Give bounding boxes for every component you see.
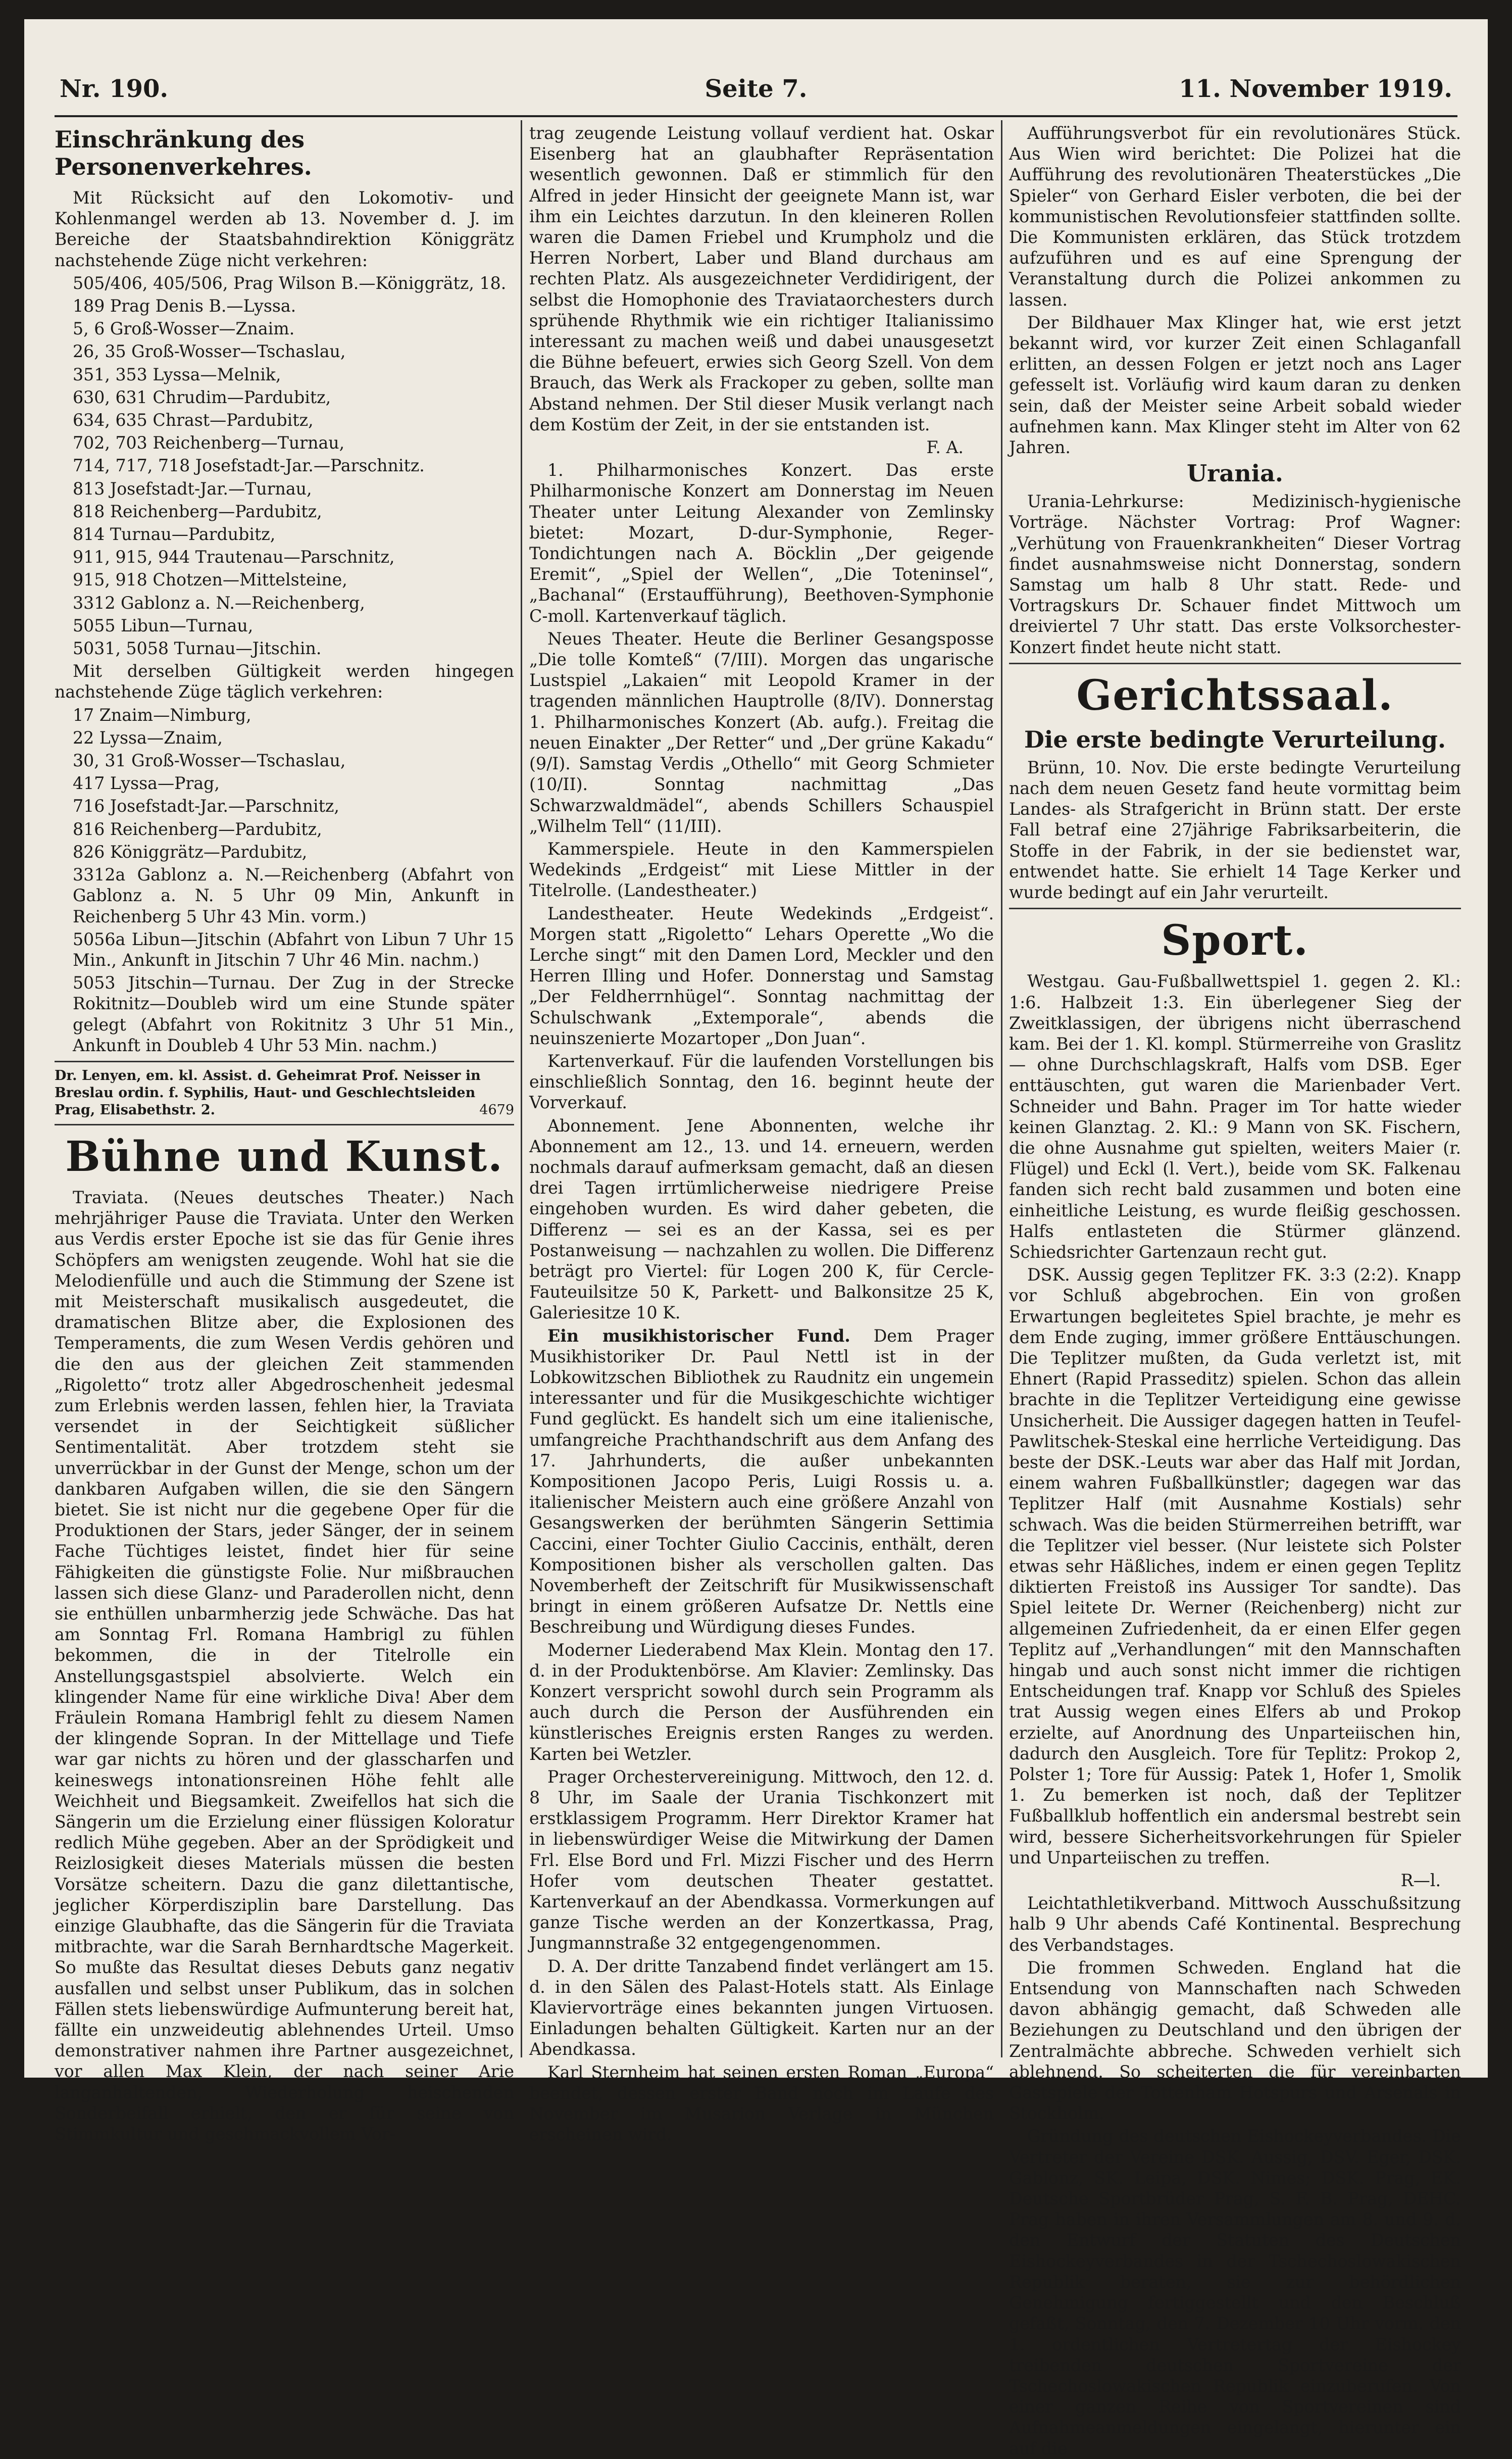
paragraph xyxy=(529,1325,994,1638)
section-heading: Einschränkung des Personenverkehres. xyxy=(55,126,312,180)
column-divider xyxy=(1001,120,1002,2057)
paragraph-text: Dem Prager Musikhistoriker Dr. Paul Nettl ist in der Lobkowitzschen Bibliothek zu Raudnitz ein ungemein interessanter und für die Musikgeschichte wichtiger Fund geglückt. Es handelt sich um eine italienische, umfangreiche Prachthandschrift aus dem Anfang des 17. Jahrhunderts, die außer unbekannten Kompositionen Jacopo Peris, Luigi Rossis u. a. italienischer Meistern auch eine größere Anzahl von Gesangswerken der berühmten Sängerin Settimia Caccini, einer Tochter Giulio Caccinis, enthält, deren Kompositionen bisher als verschollen galten. Das Novemberheft der Zeitschrift für Musikwissenschaft bringt in einem größeren Aufsatze Dr. Nettls eine Beschreibung und Würdigung dieses Fundes. xyxy=(529,1325,994,1637)
list-item: 26, 35 Groß-Wosser—Tschaslau, xyxy=(73,341,346,362)
paragraph: D. A. Der dritte Tanzabend findet verlängert am 15. d. in den Sälen des Palast-Hotels statt. Als Einlage Klaviervorträge eines bekannten jungen Virtuosen. Einladungen behalten Gültigkeit. Karten nur an der Abendkassa. xyxy=(529,1956,994,2059)
paragraph: Mit Rücksicht auf den Lokomotiv- und Kohlenmangel werden ab 13. November d. J. im Bereiche der Staatsbahndirektion Königgrätz nachstehende Züge nicht verkehren: xyxy=(55,188,514,270)
list-item: 702, 703 Reichenberg—Turnau, xyxy=(73,433,345,453)
column-3 xyxy=(1009,123,1461,2458)
subheading: Ein musikhistorischer Fund. xyxy=(547,1325,850,1346)
list-item: 716 Josefstadt-Jar.—Parschnitz, xyxy=(73,796,339,816)
list-item: 813 Josefstadt-Jar.—Turnau, xyxy=(73,478,312,499)
divider xyxy=(1009,908,1461,909)
paragraph: Traviata. (Neues deutsches Theater.) Nach mehrjähriger Pause die Traviata. Unter den Werken aus Verdis erster Epoche ist sie das für Genie ihres Schöpfers am wenigsten zeugende. Wohl hat sie die Melodienfülle und auch die Stimmung der Szene ist mit Meisterschaft musikalisch ausgedeutet, die dramatischen Blitze aber, die Explosionen des Temperaments, die zum Wesen Verdis gehören und die den aus der gleichen Zeit stammenden „Rigoletto“ trotz aller Abgedroschenheit jedesmal zum Erlebnis werden lassen, fehlen hier, la Traviata versendet in der Seichtigkeit süßlicher Sentimentalität. Aber trotzdem steht sie unverrückbar in der Gunst der Menge, schon um der dankbaren Aufgaben willen, die sie den Sängern bietet. Sie ist nicht nur die gegebene Oper für die Produktionen der Stars, jeder Sänger, der in seinem Fache Tüchtiges leistet, findet hier für seine Fähigkeiten die günstigste Folie. Nur mißbrauchen lassen sich diese Glanz- und Paraderollen nicht, denn sie enthüllen unbarmherzig jede Schwäche. Das hat am Sonntag Frl. Romana Hambrigl zu fühlen bekommen, die in der Titelrolle ein Anstellungsgastspiel absolvierte. Welch ein klingender Name für eine wirkliche Diva! Aber dem Fräulein Romana Hambrigl fehlt zu diesem Namen der klingende Sopran. In der Mittellage und Tiefe war gar nichts zu hören und der glasscharfen und keineswegs intonationsreinen Höhe fehlt alle Weichheit und Biegsamkeit. Zweifellos hat sich die Sängerin um die Erzielung einer flüssigen Koloratur redlich Mühe gegeben. Aber an der Sprödigkeit und Reizlosigkeit dieses Materials müssen die besten Vorsätze scheitern. Dazu die ganz dilettantische, jeglicher Körperdisziplin bare Darstellung. Das einzige Glaubhafte, das die Sängerin für die Traviata mitbrachte, war die Sarah Bernhardtsche Magerkeit. So mußte das Resultat dieses Debuts ganz negativ ausfallen und selbst unser Publikum, das in solchen Fällen stets liebenswürdige Aufmunterung bereit hat, fällte ein unzweideutig ablehnendes Urteil. Umso demonstrativer nahmen ihre Partner ausgezeichnet, vor allen Max Klein, der nach seiner Arie langanhaltenden, Wiederholung heischenden Sonderbeifall erhielt, den er für seine von Stimmkultur und geschmackvollem Vor- xyxy=(55,1187,514,2144)
signature: R—l. xyxy=(1400,1871,1441,1891)
train-list-daily xyxy=(55,705,514,1056)
list-item: 3312a Gablonz a. N.—Reichenberg (Abfahrt von Gablonz a. N. 5 Uhr 09 Min, Ankunft in Reichenberg 5 Uhr 43 Min. vorm.) xyxy=(73,865,514,926)
paragraph: Gründung des deutschen Eishockeyverbandes. Die Vertreter der Vereine DSK. Aussig, DSV. Eger, DSK. Gablonz, SK. Leipa, DSK. Nimes; DSK. Prag, EK. Deutsche Sportbrüder Prag, S. F. B. Prag, DEHC. Prag haben in ihren Versammlungen am 8. und 9. d. den Entwurf der Statuten des Deutschen Eishockeyverbandes in der Tschechoslowakischen Republik beraten, sie zur behördlichen Genehmigung fertiggestellt und den Beschluß gefaßt, Sonntag, den 7. Dezember 10 Uhr vorm. den 1. ordentlichen Vertretertag der Eishockey treibenden deutschen Sportvereine der Tschechoslowakischen Republik einzuberufen. Von einer ganzen Reihe von Sportvereinen sind Aufnahmeanmeldungen eingelangt, hierunter ein auf die xyxy=(1009,2126,1461,2458)
paragraph: Brünn, 10. Nov. Die erste bedingte Verurteilung nach dem neuen Gesetz fand heute vormittag beim Landes- als Strafgericht in Brünn statt. Der erste Fall betraf eine 27jährige Fabriksarbeiterin, die Stoffe in der Fabrik, in der sie bedienstet war, entwendet hatte. Sie erhielt 14 Tage Kerker und wurde bedingt auf ein Jahr verurteilt. xyxy=(1009,757,1461,903)
header-rule xyxy=(55,115,1457,117)
paragraph: Aufführungsverbot für ein revolutionäres Stück. Aus Wien wird berichtet: Die Polizei hat die Aufführung des revolutionären Theaterstückes „Die Spieler“ von Gerhard Eisler verboten, die bei der kommunistischen Revolutionsfeier stattfinden sollte. Die Kommunisten erklären, das Stück trotzdem aufzuführen und es auf eine Sprengung der Veranstaltung durch die Polizei ankommen zu lassen. xyxy=(1009,123,1461,310)
advertisement xyxy=(55,1067,514,1119)
paragraph: Abonnement. Jene Abonnenten, welche ihr Abonnement am 12., 13. und 14. erneuern, werden nochmals darauf aufmerksam gemacht, daß an diesen drei Tagen irrtümlicherweise niedrigere Preise eingehoben wurden. Es wird daher gebeten, die Differenz — sei es an der Kassa, sei es per Postanweisung — nachzahlen zu wollen. Die Differenz beträgt pro Viertel: für Logen 200 K, für Cercle-Fauteuilsitze 50 K, Parkett- und Balkonsitze 25 K, Galeriesitze 10 K. xyxy=(529,1115,994,1323)
paragraph: Neues Theater. Heute die Berliner Gesangsposse „Die tolle Komteß“ (7/III). Morgen das ungarische Lustspiel „Lakaien“ mit Leopold Kramer in der tragenden männlichen Hauptrolle (8/IV). Donnerstag 1. Philharmonisches Konzert (Ab. aufg.). Freitag die neuen Einakter „Der Retter“ und „Der grüne Kakadu“ (9/I). Samstag Verdis „Othello“ mit Georg Schmieter (10/II). Sonntag nachmittag „Das Schwarzwaldmädel“, abends Schillers Schauspiel „Wilhelm Tell“ (11/III). xyxy=(529,628,994,836)
column-divider xyxy=(521,120,522,2057)
issue-number: Nr. 190. xyxy=(60,75,169,103)
paragraph: DSK. Aussig gegen Teplitzer FK. 3:3 (2:2). Knapp vor Schluß abgebrochen. Ein von großen Erwartungen begleitetes Spiel brachte, je mehr es dem Ende zuging, immer größere Enttäuschungen. Die Teplitzer mußten, da Guda verletzt ist, mit Ehnert (Rapid Prasseditz) spielen. Schon das allein brachte in die Teplitzer Verteidigung eine gewisse Unsicherheit. Die Aussiger dagegen hatten in Teufel-Pawlitschek-Steskal eine herrliche Verteidigung. Das beste der DSK.-Leuts war aber das Half mit Jordan, einem wahren Fußballkünstler; dagegen war das Teplitzer Half (mit Ausnahme Kostials) sehr schwach. Was die beiden Stürmerreihen betrifft, war die Teplitzer viel besser. (Nur leistete sich Polster etwas sehr Häßliches, indem er einen gegen Teplitz diktierten Freistoß ins Aussiger Tor sandte). Das Spiel leitete Dr. Werner (Reichenberg) nicht zur allgemeinen Zufriedenheit, da er einen Elfer gegen Teplitz auf „Verhandlungen“ mit den Mannschaften hingab und auch sonst nicht immer die richtigen Entscheidungen traf. Knapp vor Schluß des Spieles trat Aussig wegen eines Elfers ab und Prokop erzielte, auf Anordnung des Unparteiischen hin, dadurch den Ausgleich. Tore für Teplitz: Prokop 2, Polster 1; Tore für Aussig: Patek 1, Hofer 1, Smolik 1. Zu bemerken ist noch, daß der Teplitzer Fußballklub hoffentlich ein andersmal bestrebt sein wird, bessere Sicherheitsvorkehrungen für Spieler und Unparteiischen zu treffen. xyxy=(1009,1265,1461,1867)
paragraph: trag zeugende Leistung vollauf verdient hat. Oskar Eisenberg hat an glaubhafter Repräsentation wesentlich gewonnen. Daß er stimmlich für den Alfred in jeder Hinsicht der geeignete Mann ist, war ihm ein Leichtes darzutun. In den kleineren Rollen waren die Damen Friebel und Krumpholz und die Herren Norbert, Laber und Bland durchaus am rechten Platz. Als ausgezeichneter Verdidirigent, der selbst die Homophonie des Traviataorchesters durch sprühende Rhythmik wie ein richtiger Italianissimo interessant zu machen weiß und dabei unausgesetzt die Bühne befeuert, erwies sich Georg Szell. Von dem Brauch, das Werk als Frackoper zu geben, sollte man Abstand nehmen. Der Stil dieser Musik verlangt nach dem Kostüm der Zeit, in der sie entstanden ist. xyxy=(529,123,994,434)
page-header xyxy=(60,75,1452,115)
paragraph: Urania-Lehrkurse: Medizinisch-hygienische Vorträge. Nächster Vortrag: Prof Wagner: „Verhütung von Frauenkrankheiten“ Dieser Vortrag findet ausnahmsweise nicht Donnerstag, sondern Samstag um halb 8 Uhr statt. Rede- und Vortragskurs Dr. Schauer findet Mittwoch um dreiviertel 7 Uhr statt. Das erste Volksorchester-Konzert findet heute nicht statt. xyxy=(1009,491,1461,657)
list-item: 826 Königgrätz—Pardubitz, xyxy=(73,842,308,862)
list-item: 189 Prag Denis B.—Lyssa. xyxy=(73,296,296,316)
list-item: 5031, 5058 Turnau—Jitschin. xyxy=(73,638,322,659)
page-number: Seite 7. xyxy=(704,75,808,103)
list-item: 22 Lyssa—Znaim, xyxy=(73,727,223,748)
list-item: 351, 353 Lyssa—Melnik, xyxy=(73,364,281,384)
section-heading: Bühne und Kunst. xyxy=(65,1132,503,1181)
subheading: Die erste bedingte Verurteilung. xyxy=(1024,725,1446,753)
list-item: 5055 Libun—Turnau, xyxy=(73,615,254,635)
list-item: 816 Reichenberg—Pardubitz, xyxy=(73,819,322,839)
list-item: 5, 6 Groß-Wosser—Znaim. xyxy=(73,319,295,339)
paragraph: Kammerspiele. Heute in den Kammerspielen Wedekinds „Erdgeist“ mit Liese Mittler in der Titelrolle. (Landestheater.) xyxy=(529,839,994,901)
paragraph: 1. Philharmonisches Konzert. Das erste Philharmonische Konzert am Donnerstag im Neuen Theater unter Leitung Alexander von Zemlinsky bietet: Mozart, D-dur-Symphonie, Reger-Tondichtungen nach A. Böcklin „Der geigende Eremit“, „Spiel der Wellen“, „Die Toteninsel“, „Bachanal“ (Erstaufführung), Beethoven-Symphonie C-moll. Kartenverkauf täglich. xyxy=(529,460,994,626)
ad-text: Dr. Lenyen, em. kl. Assist. d. Geheimrat Prof. Neisser in Breslau ordin. f. Syphilis, Haut- und Geschlechtsleiden Prag, Elisabethstr. 2. xyxy=(55,1067,481,1118)
list-item: 417 Lyssa—Prag, xyxy=(73,773,220,794)
list-item: 17 Znaim—Nimburg, xyxy=(73,705,251,725)
section-heading: Sport. xyxy=(1161,916,1309,965)
ad-number: 4679 xyxy=(479,1102,514,1118)
paragraph: Mit derselben Gültigkeit werden hingegen nachstehende Züge täglich verkehren: xyxy=(55,661,514,702)
issue-date: 11. November 1919. xyxy=(1179,75,1452,103)
list-item: 3312 Gablonz a. N.—Reichenberg, xyxy=(73,593,365,613)
list-item: 5053 Jitschin—Turnau. Der Zug in der Strecke Rokitnitz—Doubleb wird um eine Stunde später gelegt (Abfahrt von Rokitnitz 3 Uhr 51 Min., Ankunft in Doubleb 4 Uhr 53 Min. nachm.) xyxy=(73,973,514,1055)
list-item: 911, 915, 944 Trautenau—Parschnitz, xyxy=(73,547,395,567)
section-heading: Urania. xyxy=(1187,460,1283,487)
list-item: 814 Turnau—Pardubitz, xyxy=(73,524,276,545)
list-item: 915, 918 Chotzen—Mittelsteine, xyxy=(73,570,347,590)
list-item: 5056a Libun—Jitschin (Abfahrt von Libun 7 Uhr 15 Min., Ankunft in Jitschin 7 Uhr 46 Min. nachm.) xyxy=(73,929,514,970)
list-item: 818 Reichenberg—Pardubitz, xyxy=(73,501,322,521)
paragraph: Landestheater. Heute Wedekinds „Erdgeist“. Morgen statt „Rigoletto“ Lehars Operette „Wo die Lerche singt“ mit den Damen Lord, Meckler und den Herren Illing und Hofer. Donnerstag und Samstag „Der Feldherrnhügel“. Sonntag nachmittag der Schulschwank „Extemporale“, abends die neuinszenierte Mozartoper „Don Juan“. xyxy=(529,903,994,1048)
paragraph: Leichtathletikverband. Mittwoch Ausschußsitzung halb 9 Uhr abends Café Kontinental. Besprechung des Verbandstages. xyxy=(1009,1893,1461,1955)
list-item: 714, 717, 718 Josefstadt-Jar.—Parschnitz. xyxy=(73,456,425,476)
list-item: 30, 31 Groß-Wosser—Tschaslau, xyxy=(73,751,346,771)
signature: F. A. xyxy=(926,437,964,458)
paragraph: Moderner Liederabend Max Klein. Montag den 17. d. in der Produktenbörse. Am Klavier: Zemlinsky. Das Konzert verspricht sowohl durch sein Programm als auch durch die Person der Ausführenden ein künstlerisches Ereignis ersten Ranges zu werden. Karten bei Wetzler. xyxy=(529,1640,994,1764)
paragraph: Kartenverkauf. Für die laufenden Vorstellungen bis einschließlich Sonntag, den 16. beginnt heute der Vorverkauf. xyxy=(529,1051,994,1113)
paragraph: Karl Sternheim hat seinen ersten Roman „Europa“ beendet, dessen erster Band noch im Laufe des November im Musarion Verlage in München erscheinen wird. xyxy=(529,2062,994,2145)
column-2 xyxy=(529,123,994,2145)
newspaper-page xyxy=(24,19,1488,2458)
paragraph: Die frommen Schweden. England hat die Entsendung von Mannschaften nach Schweden davon abhängig gemacht, daß Schweden alle Beziehungen zu Deutschland und den übrigen der Zentralmächte abbreche. Schweden verhielt sich ablehnend. So scheiterten die für vereinbarten Gastspiele der Tottenham Hotspurs und Arsenals in Stockholm. xyxy=(1009,1957,1461,2124)
paragraph: Der Bildhauer Max Klinger hat, wie erst jetzt bekannt wird, vor kurzer Zeit einen Schlaganfall erlitten, an dessen Folgen er jetzt noch ans Lager gefesselt ist. Vorläufig wird kaum daran zu denken sein, daß der Meister seine Arbeit sobald wieder aufnehmen kann. Max Klinger steht im Alter von 62 Jahren. xyxy=(1009,312,1461,458)
list-item: 505/406, 405/506, Prag Wilson B.—Königgrätz, 18. xyxy=(73,273,507,293)
paragraph: Prager Orchestervereinigung. Mittwoch, den 12. d. 8 Uhr, im Saale der Urania Tischkonzert mit erstklassigem Programm. Herr Direktor Kramer hat in liebenswürdiger Weise die Mitwirkung der Damen Frl. Else Bord und Frl. Mizzi Fischer und des Herrn Hofer vom deutschen Theater gestattet. Kartenverkauf an der Abendkassa. Vormerkungen auf ganze Tische werden an der Konzertkassa, Prag, Jungmannstraße 32 entgegengenommen. xyxy=(529,1766,994,1953)
divider xyxy=(1009,663,1461,664)
column-1 xyxy=(55,123,514,2144)
divider xyxy=(55,1061,514,1062)
list-item: 630, 631 Chrudim—Pardubitz, xyxy=(73,387,331,407)
paragraph: Westgau. Gau-Fußballwettspiel 1. gegen 2. Kl.: 1:6. Halbzeit 1:3. Ein überlegener Sieg der Zweitklassigen, der übrigens nicht überraschend kam. Bei der 1. Kl. kompl. Stürmerreihe von Graslitz — ohne Durchschlagskraft, Halfs vom DSB. Eger enttäuschten, gut waren die Marienbader Vert. Schneider und Bahn. Prager im Tor hatte wieder keinen Glanztag. 2. Kl.: 9 Mann von SK. Fischern, die ohne Ausnahme gut spielten, weiters Maier (r. Flügel) und Eckl (l. Vert.), beide vom SK. Falkenau fanden sich recht bald zusammen und boten eine einheitliche Leistung, es wurde fleißig geschossen. Halfs entlasteten die Stürmer glänzend. Schiedsrichter Gartenzaun recht gut. xyxy=(1009,971,1461,1262)
train-list-cancelled xyxy=(55,273,514,659)
list-item: 634, 635 Chrast—Pardubitz, xyxy=(73,410,314,430)
divider xyxy=(55,1124,514,1125)
section-heading: Gerichtssaal. xyxy=(1076,671,1394,720)
